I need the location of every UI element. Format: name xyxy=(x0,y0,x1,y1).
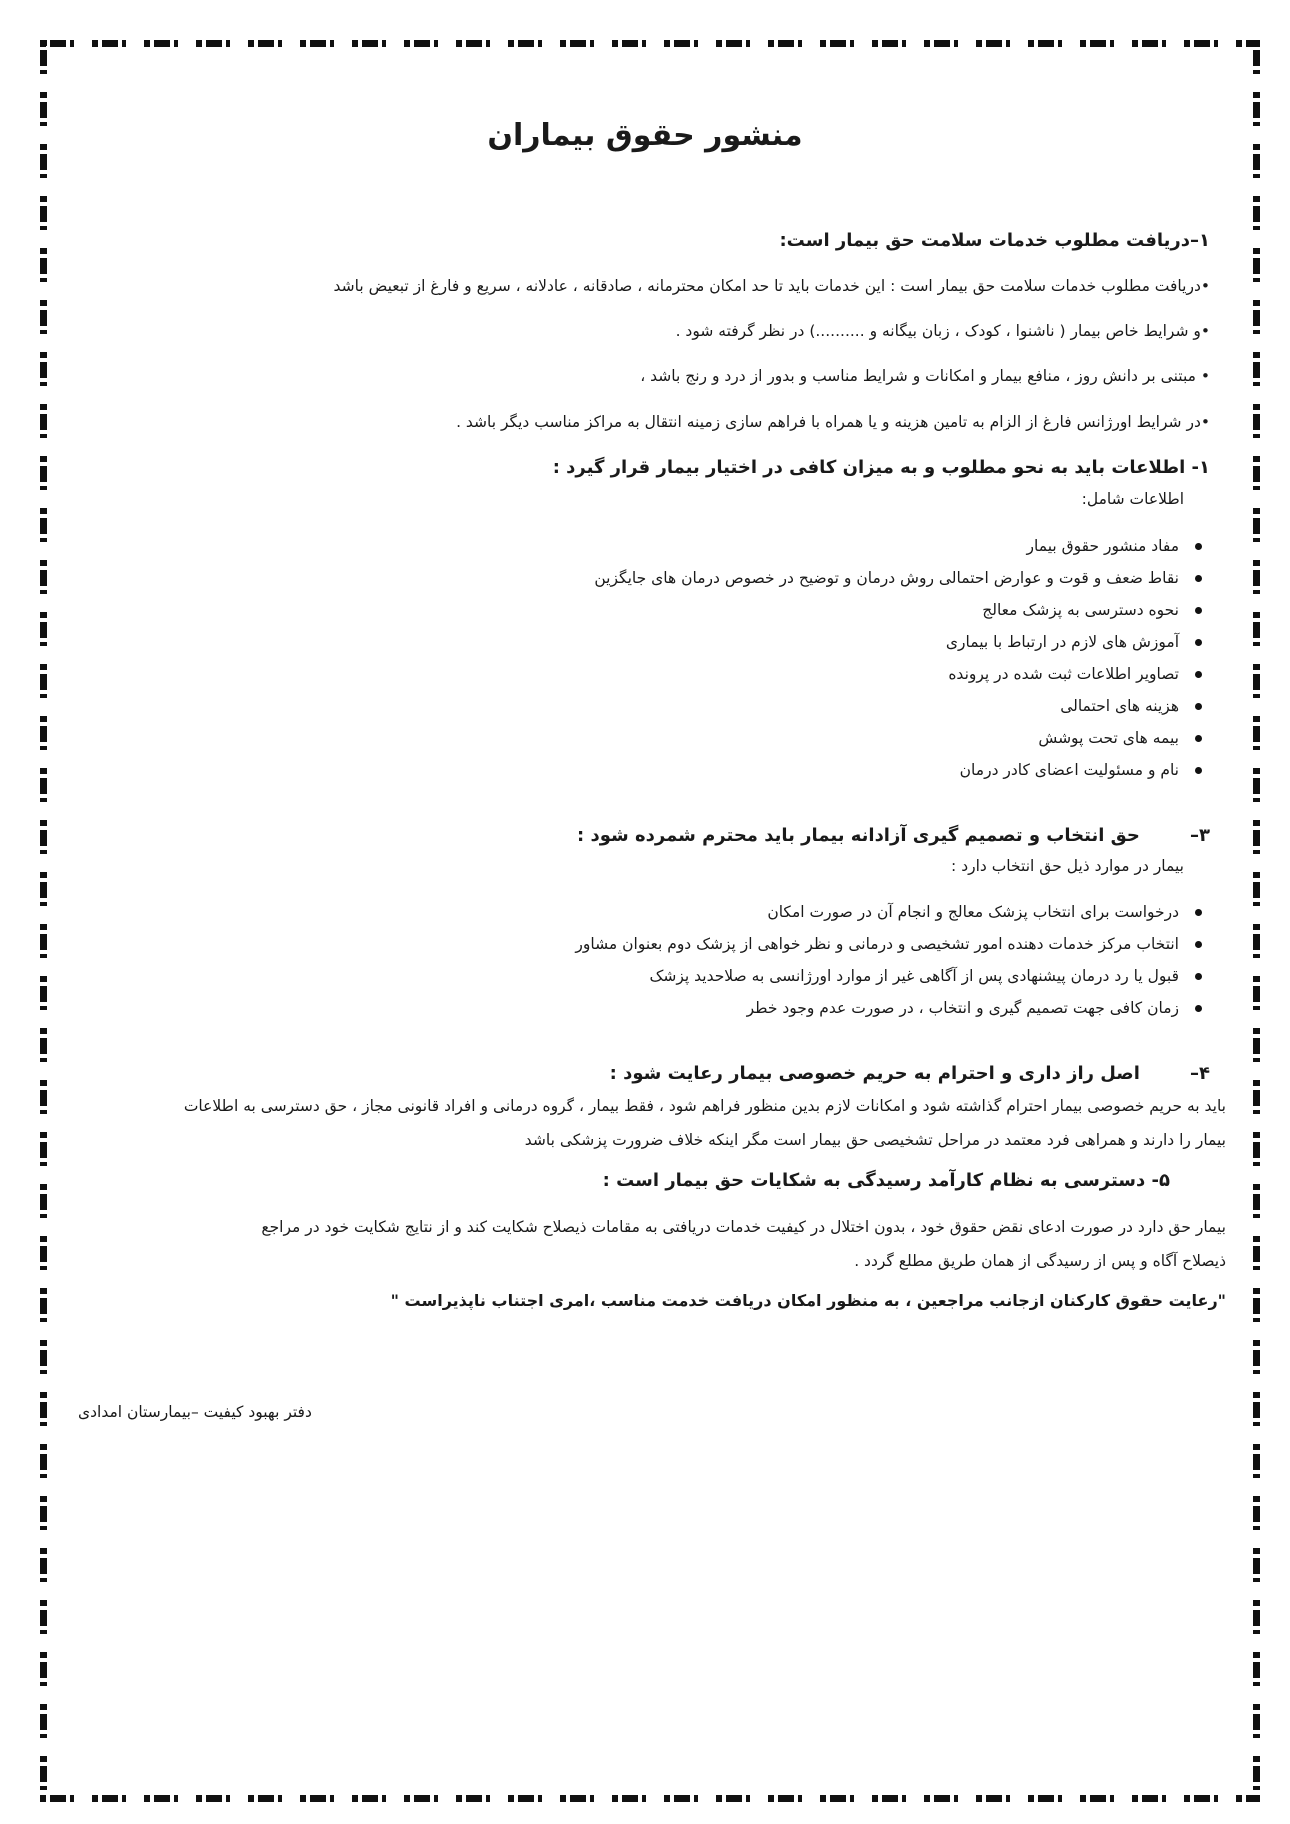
list-item: نام و مسئولیت اعضای کادر درمان xyxy=(960,761,1202,779)
section-3-heading: ۳– حق انتخاب و تصمیم گیری آزادانه بیمار باید محترم شمرده شود : xyxy=(577,825,1210,846)
list-item: انتخاب مرکز خدمات دهنده امور تشخیصی و درمانی و نظر خواهی از پزشک دوم بعنوان مشاور xyxy=(575,935,1202,953)
section-1-line: • مبتنی بر دانش روز ، منافع بیمار و امکانات و شرایط مناسب و بدور از درد و رنج باشد ، xyxy=(640,367,1210,385)
bullet-icon xyxy=(1195,767,1202,774)
list-item: درخواست برای انتخاب پزشک معالج و انجام آن در صورت امکان xyxy=(767,903,1202,921)
bullet-icon xyxy=(1195,703,1202,710)
section-1-line: •در شرایط اورژانس فارغ از الزام به تامین هزینه و یا همراه با فراهم سازی زمینه انتقال به مراکز مناسب دیگر باشد . xyxy=(456,413,1210,431)
bullet-icon xyxy=(1195,543,1202,550)
bullet-icon xyxy=(1195,639,1202,646)
bullet-icon xyxy=(1195,1005,1202,1012)
border-right xyxy=(1253,40,1260,1802)
list-item: مفاد منشور حقوق بیمار xyxy=(1027,537,1202,555)
bullet-icon xyxy=(1195,973,1202,980)
bullet-icon xyxy=(1195,941,1202,948)
list-item: نحوه دسترسی به پزشک معالج xyxy=(982,601,1202,619)
section-5-line: ذیصلاح آگاه و پس از رسیدگی از همان طریق مطلع گردد . xyxy=(854,1252,1226,1270)
section-3-intro: بیمار در موارد ذیل حق انتخاب دارد : xyxy=(951,857,1184,875)
section-2-intro: اطلاعات شامل: xyxy=(1081,490,1184,508)
border-left xyxy=(40,40,47,1802)
document-body xyxy=(78,0,1226,1824)
list-item: هزینه های احتمالی xyxy=(1060,697,1202,715)
list-item: تصاویر اطلاعات ثبت شده در پرونده xyxy=(948,665,1202,683)
list-item: آموزش های لازم در ارتباط با بیماری xyxy=(946,633,1202,651)
section-1-line: •دریافت مطلوب خدمات سلامت حق بیمار است : این خدمات باید تا حد امکان محترمانه ، صادقانه ، عادلانه ، سریع و فارغ از تبعیض باشد xyxy=(333,277,1210,295)
bullet-icon xyxy=(1195,735,1202,742)
section-4-line: بیمار را دارند و همراهی فرد معتمد در مراحل تشخیصی حق بیمار است مگر اینکه خلاف ضرورت پزشکی باشد xyxy=(524,1131,1226,1149)
bullet-icon xyxy=(1195,607,1202,614)
section-1-heading: ۱–دریافت مطلوب خدمات سلامت حق بیمار است: xyxy=(779,230,1210,251)
bullet-icon xyxy=(1195,575,1202,582)
section-1-line: •و شرایط خاص بیمار ( ناشنوا ، کودک ، زبان بیگانه و ..........) در نظر گرفته شود . xyxy=(675,322,1210,340)
footer-signature: دفتر بهبود کیفیت –بیمارستان امدادی xyxy=(78,1403,312,1421)
list-item: قبول یا رد درمان پیشنهادی پس از آگاهی غیر از موارد اورژانسی به صلاحدید پزشک xyxy=(649,967,1202,985)
section-4-heading: ۴– اصل راز داری و احترام به حریم خصوصی بیمار رعایت شود : xyxy=(609,1063,1210,1084)
list-item: نقاط ضعف و قوت و عوارض احتمالی روش درمان و توضیح در خصوص درمان های جایگزین xyxy=(594,569,1202,587)
list-item: زمان کافی جهت تصمیم گیری و انتخاب ، در صورت عدم وجود خطر xyxy=(747,999,1202,1017)
bullet-icon xyxy=(1195,671,1202,678)
section-4-line: باید به حریم خصوصی بیمار احترام گذاشته شود و امکانات لازم بدین منظور فراهم شود ، فقط بیمار ، گروه درمانی و افراد قانونی مجاز ، حق دسترسی به اطلاعات xyxy=(183,1097,1226,1115)
section-5-heading: ۵- دسترسی به نظام کارآمد رسیدگی به شکایات حق بیمار است : xyxy=(602,1170,1170,1191)
closing-quote: "رعایت حقوق کارکنان ازجانب مراجعین ، به منظور امکان دریافت خدمت مناسب ،امری اجتناب ناپذیراست " xyxy=(390,1291,1226,1310)
bullet-icon xyxy=(1195,909,1202,916)
section-2-heading: ۱- اطلاعات باید به نحو مطلوب و به میزان کافی در اختیار بیمار قرار گیرد : xyxy=(552,457,1210,478)
section-5-line: بیمار حق دارد در صورت ادعای نقض حقوق خود ، بدون اختلال در کیفیت خدمات دریافتی به مقامات ذیصلاح شکایت کند و از نتایج شکایت خود در مراجع xyxy=(261,1218,1226,1236)
list-item: بیمه های تحت پوشش xyxy=(1038,729,1202,747)
page-title: منشور حقوق بیماران xyxy=(487,118,803,153)
